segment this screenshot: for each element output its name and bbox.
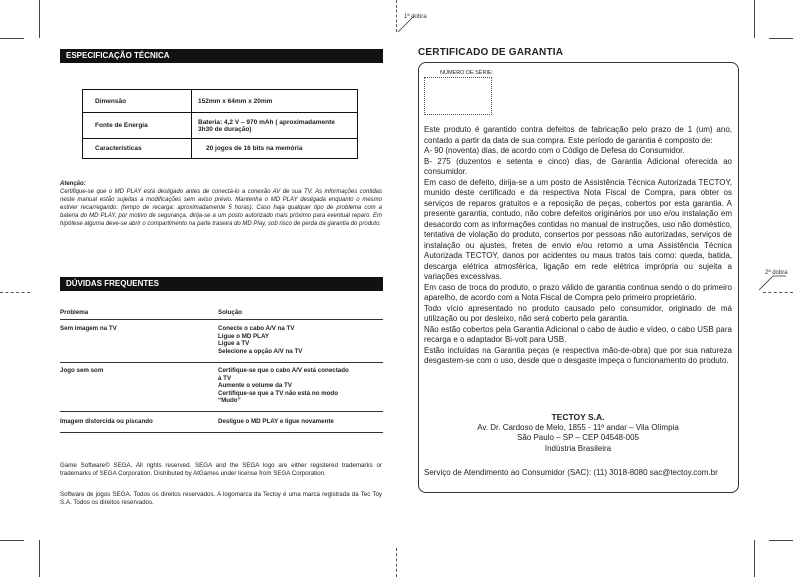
sac-contact: Serviço de Atendimento ao Consumidor (SAC): (11) 3018-8080 sac@tectoy.com.br (424, 468, 718, 477)
divider (60, 432, 383, 433)
spec-value: Bateria: 4,2 V – 970 mAh ( aproximadamente 3h30 de duração) (192, 113, 358, 139)
certificate-title: CERTIFICADO DE GARANTIA (418, 47, 564, 58)
faq-solution-line: Conecte o cabo A/V na TV (218, 325, 295, 332)
faq-solution-line: Certifique-se que o cabo A/V está conectado à TV (218, 367, 349, 382)
crop-mark (754, 0, 755, 38)
faq-problem: Sem imagem na TV (60, 325, 117, 332)
fold-label-right: 2ª dobra (765, 270, 788, 276)
tectoy-legal: Software de jogos SEGA. Todos os direitos reservados. A logomarca da Tectoy é uma marca registrada da Tec Toy S.A. Todos os direitos reservados. (60, 491, 382, 507)
faq-solution-line: Aumente o volume da TV (218, 382, 292, 390)
crop-mark (754, 540, 755, 577)
fold-label-top: 1ª dobra (404, 14, 427, 20)
certificate-paragraph: Este produto é garantido contra defeitos de fabricação pelo prazo de 1 (um) ano, contado a partir da data de sua compra. Este período de garantia é composto de: (424, 125, 732, 145)
spec-title: ESPECIFICAÇÃO TÉCNICA (60, 49, 383, 63)
company-name: TECTOY S.A. (551, 412, 605, 422)
spec-value: 152mm x 64mm x 20mm (192, 90, 358, 113)
attention-title: Atenção: (60, 181, 86, 187)
company-address: Av. Dr. Cardoso de Melo, 1855 - 11º andar – Vila Olímpia (477, 422, 679, 432)
crop-mark (39, 540, 40, 577)
certificate-body (424, 125, 732, 367)
certificate-paragraph: Todo vício apresentado no produto causado pelo consumidor, originado de má utilização ou por desleixo, não será coberto pela garantia. (424, 303, 732, 323)
faq-problem: Imagem distorcida ou piscando (60, 418, 153, 425)
company-info (424, 412, 732, 454)
faq-solution (218, 367, 353, 405)
table-row (83, 90, 358, 113)
spec-value: 20 jogos de 16 bits na memória (192, 139, 358, 159)
serial-label: NÚMERO DE SÉRIE: (440, 70, 494, 76)
faq-solution-line: Ligue a TV (218, 340, 250, 348)
certificate-paragraph: Em caso de troca do produto, o prazo válido de garantia continua sendo o do primeiro aparelho, de acordo com a Nota Fiscal de Compra pelo primeiro proprietário. (424, 282, 732, 302)
faq-solution (218, 325, 378, 355)
crop-mark (39, 0, 40, 38)
certificate-paragraph: Em caso de defeito, dirija-se a um posto de Assistência Técnica Autorizada TECTOY, munido deste certificado e da respectiva Nota Fiscal de Compra, para obter os serviços de reparos gratuitos e a reposição de peças, cobertos por esta garantia. A presente garantia, contudo, não cobre defeitos originários por uso e/ou instalação em desacordo com as informações contidas no manual de instruções, uso não doméstico, tentativa de violação do produto, consertos por pessoas não autorizadas, serviços de instalação ou ajustes, fretes de envio e/ou retorno a uma Assistência Técnica Autorizada TECTOY, danos por acidentes ou maus tratos tais como: queda, batida, descarga elétrica atmosférica, ligação em rede elétrica imprópria ou sujeita a variações excessivas. (424, 177, 732, 281)
certificate-paragraph: Estão incluídas na Garantia peças (e respectiva mão-de-obra) que por sua natureza desgastem-se com o uso, desde que o desgaste impeça o funcionamento do produto. (424, 345, 732, 365)
faq-solution-line: Certifique-se que a TV não está no modo “Mudo” (218, 389, 338, 405)
faq-solution-line: Ligue o MD PLAY (218, 332, 269, 340)
faq-solution (218, 418, 378, 426)
fold-line (763, 292, 793, 293)
crop-mark (769, 38, 793, 39)
certificate-paragraph: Não estão cobertos pela Garantia Adicional o cabo de áudio e vídeo, o cabo USB para recarga e o adaptador Bi-volt para USB. (424, 324, 732, 344)
serial-number-field[interactable] (424, 77, 492, 115)
fold-line (396, 548, 397, 577)
crop-mark (0, 540, 24, 541)
faq-title: DÚVIDAS FREQUENTES (60, 277, 383, 291)
company-country: Indústria Brasileira (544, 443, 612, 453)
faq-col-solution: Solução (218, 309, 243, 316)
faq-solution-line: Desligue o MD PLAY e ligue novamente (218, 418, 334, 425)
fold-line (0, 292, 30, 293)
spec-label: Características (83, 139, 192, 159)
crop-mark (769, 540, 793, 541)
faq-problem: Jogo sem som (60, 367, 104, 374)
attention-note (60, 181, 382, 228)
crop-mark (0, 38, 24, 39)
table-row (83, 139, 358, 159)
faq-col-problem: Problema (60, 309, 89, 316)
certificate-paragraph: A- 90 (noventa) dias, de acordo com o Código de Defesa do Consumidor. (424, 146, 685, 155)
divider (60, 411, 383, 412)
spec-label: Fonte de Energia (83, 113, 192, 139)
spec-label: Dimensão (83, 90, 192, 113)
faq-solution-line: Selecione a opção A/V na TV (218, 347, 303, 355)
divider (60, 362, 383, 363)
table-row (83, 113, 358, 139)
company-city: São Paulo – SP – CEP 04548-005 (516, 433, 640, 442)
attention-text: Certifique-se que o MD PLAY está desligado antes de conectá-lo a conexão AV de sua TV. As informações contidas neste manual estão sujeitas a modificações sem aviso prévio. Mantenha o MD PLAY desligada enquanto o mesmo estiver recarregando. (tempo de recarga: aproximadamente 5 horas). Caso haja qualquer tipo de problema com a bateria do MD PLAY, por motivo de segurança, dirija-se a um posto autorizado mais próximo para eventual reparo. Em hipótese alguma deve-se abrir o compartimento na parte traseira do MD Play, sob risco de perda da garantia do produto. (60, 188, 382, 227)
divider (60, 319, 383, 320)
spec-table (82, 89, 358, 159)
certificate-paragraph: B- 275 (duzentos e setenta e cinco) dias, de Garantia Adicional oferecida ao consumidor. (424, 156, 732, 176)
sega-legal: Game Software© SEGA. All rights reserved. SEGA and the SEGA logo are either registered trademarks or trademarks of SEGA Corporation. Distributed by AtGames under license from SEGA Corporation. (60, 462, 382, 478)
